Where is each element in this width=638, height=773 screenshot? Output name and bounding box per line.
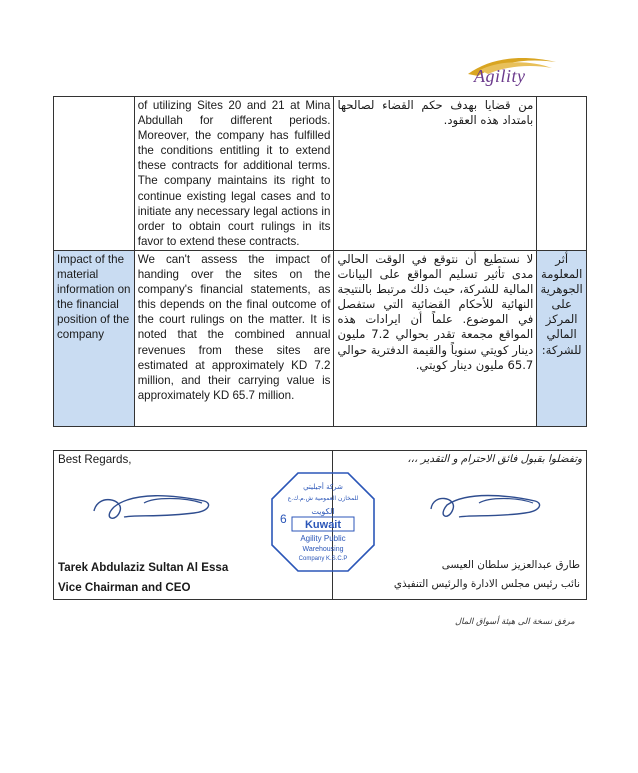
table-row <box>54 250 587 426</box>
label-cell-en <box>54 97 135 251</box>
stamp-line7: Company K.S.C.P <box>298 556 348 562</box>
company-stamp <box>268 469 378 575</box>
signer-title-en: Vice Chairman and CEO <box>58 581 191 594</box>
regards-en: Best Regards, <box>58 453 132 466</box>
stamp-line1: شركة أجيليتي <box>303 483 343 491</box>
signer-title-ar: نائب رئيس مجلس الادارة والرئيس التنفيذي <box>393 578 580 590</box>
english-text-cell: We can't assess the impact of handing over the sites on the company's financial statements, as this depends on the final outcome of the court rulings on the matter. It is noted that the combined annual revenues from these sites are estimated at approximately KD 7.2 million, and their carrying value is approximately KD 65.7 million. <box>134 250 334 426</box>
regards-ar: وتفضلوا بقبول فائق الاحترام و التقدير ،،، <box>407 453 582 465</box>
stamp-line5: Agility Public <box>300 534 346 543</box>
stamp-line2: للمخازن العمومية ش.م.ك.ع <box>287 495 359 502</box>
label-cell-en: Impact of the material information on the financial position of the company <box>54 250 135 426</box>
logo-wordmark: Agility <box>474 66 526 86</box>
stamp-number: 6 <box>280 512 287 526</box>
handwritten-signature-icon <box>84 481 224 531</box>
stamp-line6: Warehousing <box>302 546 344 553</box>
signer-name-en: Tarek Abdulaziz Sultan Al Essa <box>58 561 229 574</box>
agility-logo <box>460 48 560 88</box>
arabic-text-cell: لا نستطيع أن نتوقع في الوقت الحالي مدى تأثير تسليم المواقع على البيانات المالية للشركة، حيث ذلك مرتبط بالنتيجة النهائية للأحكام القضائية التي ستفصل في الموضوع. علماً أن ايرادات هذه المواقع مجمعة تقدر بحوالي 7.2 مليون دينار كويتي سنوياً والقيمة الدفترية حوالي 65.7 مليون دينار كويتي. <box>334 250 537 426</box>
disclosure-table <box>53 96 587 427</box>
label-cell-ar <box>537 97 587 251</box>
stamp-line3: الكويت <box>311 507 335 516</box>
table-row <box>54 97 587 251</box>
label-cell-ar: أثر المعلومة الجوهرية على المركز المالي للشركة: <box>537 250 587 426</box>
handwritten-signature-icon <box>423 483 553 529</box>
footnote: مرفق نسخة الى هيئة أسواق المال <box>455 616 575 626</box>
english-text-cell: of utilizing Sites 20 and 21 at Mina Abdullah for different periods. Moreover, the company has fulfilled the conditions entitling it to extend these contracts for additional terms. The company maintains its right to continue existing legal cases and to initiate any necessary legal actions in order to obtain court rulings in its favor to extend these contracts. <box>134 97 334 251</box>
signer-name-ar: طارق عبدالعزيز سلطان العيسى <box>441 559 580 571</box>
stamp-line4: Kuwait <box>304 519 342 531</box>
arabic-text-cell: من قضايا بهدف حكم القضاء لصالحها بامتداد هذه العقود. <box>334 97 537 251</box>
